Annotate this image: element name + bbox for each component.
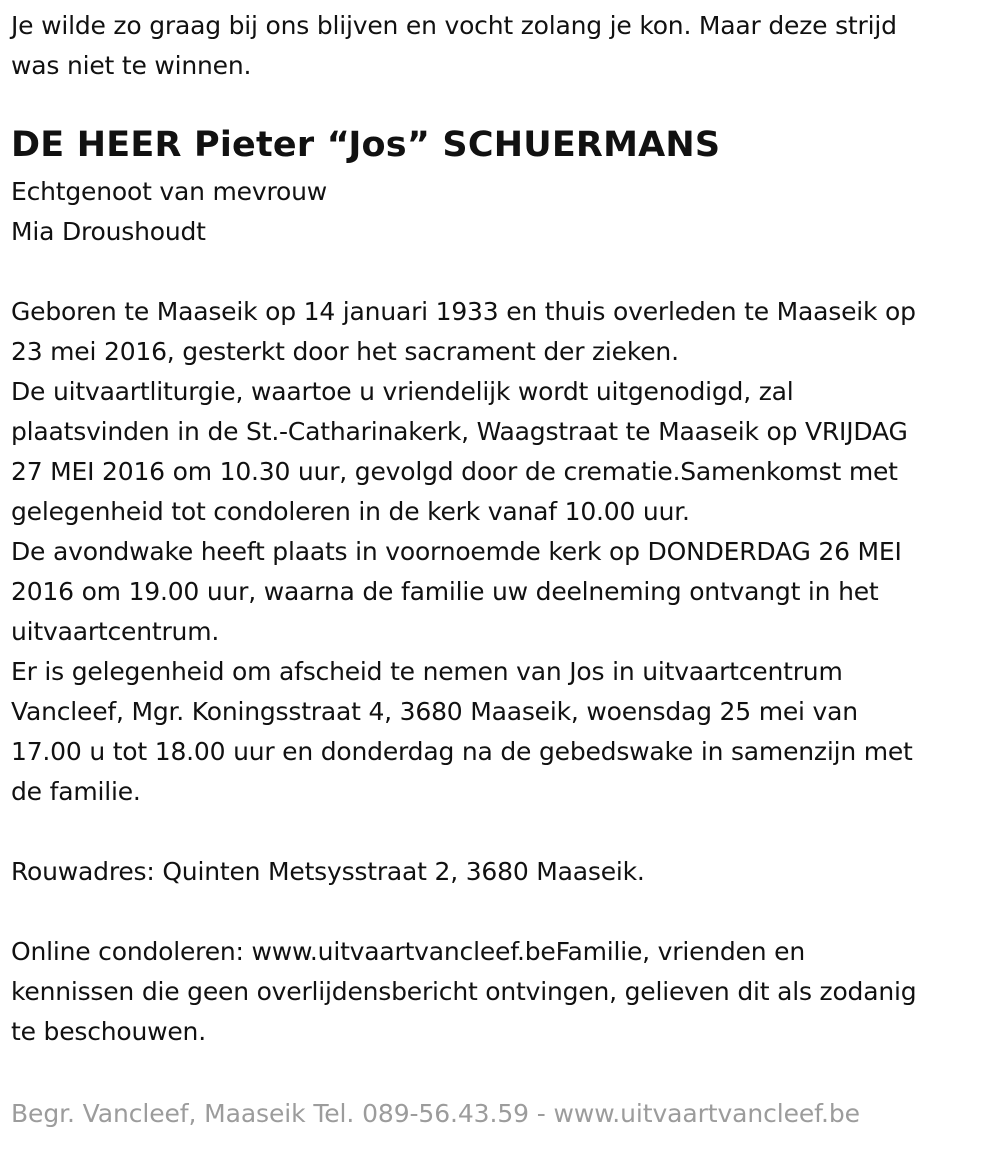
announcement-line: gelegenheid tot condoleren in de kerk vanaf 10.00 uur.	[11, 497, 690, 526]
spacer	[11, 252, 986, 292]
online-line: kennissen die geen overlijdensbericht ontvingen, gelieven dit als zodanig	[11, 977, 917, 1006]
announcement-line: uitvaartcentrum.	[11, 617, 220, 646]
spouse-line-1: Echtgenoot van mevrouw	[11, 177, 327, 206]
intro-line-2: was niet te winnen.	[11, 51, 252, 80]
announcement-line: de familie.	[11, 777, 141, 806]
announcement-line: Geboren te Maaseik op 14 januari 1933 en thuis overleden te Maaseik op	[11, 297, 916, 326]
online-line: te beschouwen.	[11, 1017, 206, 1046]
announcement-line: Er is gelegenheid om afscheid te nemen van Jos in uitvaartcentrum	[11, 657, 843, 686]
announcement-text	[11, 292, 986, 812]
obituary-document	[11, 6, 986, 1052]
funeral-home-footer: Begr. Vancleef, Maaseik Tel. 089-56.43.59 - www.uitvaartvancleef.be	[11, 1099, 860, 1128]
online-condolences-text	[11, 932, 986, 1052]
announcement-line: 27 MEI 2016 om 10.30 uur, gevolgd door de crematie.Samenkomst met	[11, 457, 898, 486]
spacer	[11, 892, 986, 932]
announcement-line: De uitvaartliturgie, waartoe u vriendelijk wordt uitgenodigd, zal	[11, 377, 794, 406]
mourning-address: Rouwadres: Quinten Metsysstraat 2, 3680 Maaseik.	[11, 857, 645, 886]
announcement-line: 2016 om 19.00 uur, waarna de familie uw deelneming ontvangt in het	[11, 577, 879, 606]
intro-line-1: Je wilde zo graag bij ons blijven en vocht zolang je kon. Maar deze strijd	[11, 11, 897, 40]
announcement-line: 17.00 u tot 18.00 uur en donderdag na de gebedswake in samenzijn met	[11, 737, 913, 766]
announcement-line: De avondwake heeft plaats in voornoemde kerk op DONDERDAG 26 MEI	[11, 537, 902, 566]
deceased-name: DE HEER Pieter “Jos” SCHUERMANS	[11, 125, 721, 165]
announcement-line: 23 mei 2016, gesterkt door het sacrament der zieken.	[11, 337, 679, 366]
announcement-line: Vancleef, Mgr. Koningsstraat 4, 3680 Maaseik, woensdag 25 mei van	[11, 697, 858, 726]
announcement-line: plaatsvinden in de St.-Catharinakerk, Waagstraat te Maaseik op VRIJDAG	[11, 417, 908, 446]
spacer	[11, 812, 986, 852]
online-line: Online condoleren: www.uitvaartvancleef.beFamilie, vrienden en	[11, 937, 805, 966]
spouse-line-2: Mia Droushoudt	[11, 217, 206, 246]
